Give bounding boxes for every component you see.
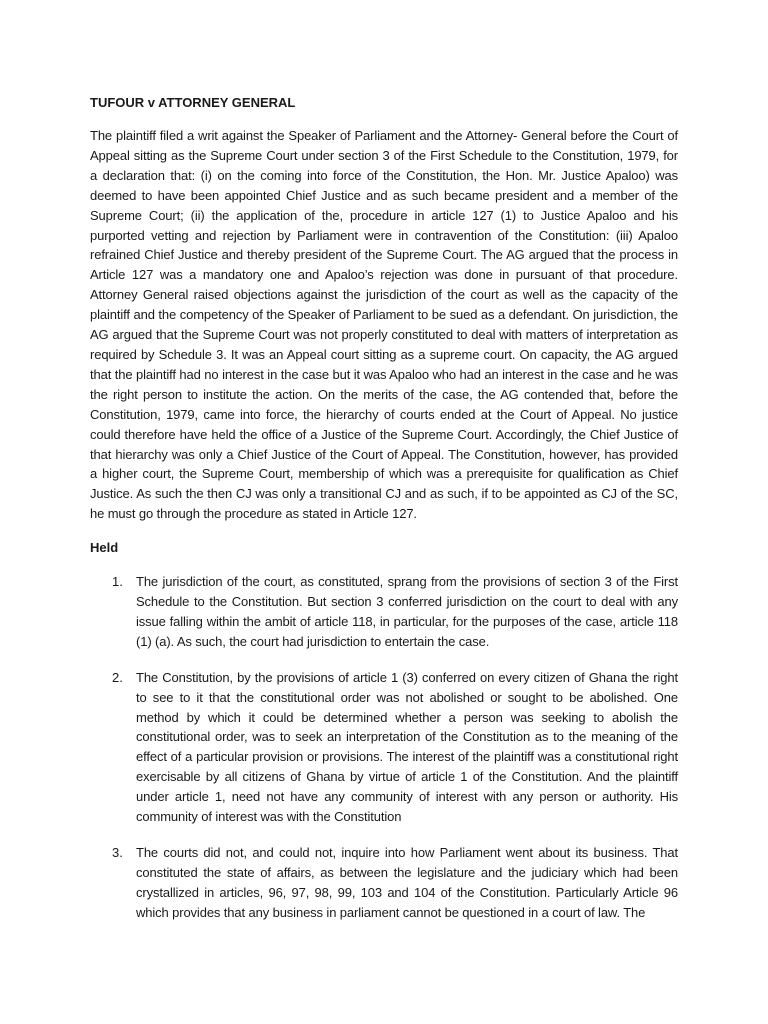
held-item-text: The courts did not, and could not, inquire into how Parliament went about its business. That constituted the state of affairs, as between the legislature and the judiciary which had been crystallized in articles, 96, 97, 98, 99, 103 and 104 of the Constitution. Particularly Article 96 which provides that any business in parliament cannot be questioned in a court of law. The (136, 845, 678, 920)
held-item-text: The jurisdiction of the court, as constituted, sprang from the provisions of section 3 of the First Schedule to the Constitution. But section 3 conferred jurisdiction on the court to deal with any issue falling within the ambit of article 118, in particular, for the purposes of the case, article 118 (1) (a). As such, the court had jurisdiction to entertain the case. (136, 574, 678, 649)
held-item-number: 3. (112, 845, 123, 860)
held-item (90, 843, 678, 923)
case-summary-paragraph: The plaintiff filed a writ against the Speaker of Parliament and the Attorney- General before the Court of Appeal sitting as the Supreme Court under section 3 of the First Schedule to the Constitution, 1979, for a declaration that: (i) on the coming into force of the Constitution, the Hon. Mr. Justice Apaloo) was deemed to have been appointed Chief Justice and as such became president and a member of the Supreme Court; (ii) the application of the, procedure in article 127 (1) to Justice Apaloo and his purported vetting and rejection by Parliament were in contravention of the Constitution: (iii) Apaloo refrained Chief Justice and thereby president of the Supreme Court. The AG argued that the process in Article 127 was a mandatory one and Apaloo’s rejection was done in pursuant of that procedure. Attorney General raised objections against the jurisdiction of the court as well as the capacity of the plaintiff and the competency of the Speaker of Parliament to be sued as a defendant. On jurisdiction, the AG argued that the Supreme Court was not properly constituted to deal with matters of interpretation as required by Schedule 3. It was an Appeal court sitting as a supreme court. On capacity, the AG argued that the plaintiff had no interest in the case but it was Apaloo who had an interest in the case and he was the right person to institute the action. On the merits of the case, the AG contended that, before the Constitution, 1979, came into force, the hierarchy of courts ended at the Court of Appeal. No justice could therefore have held the office of a Justice of the Supreme Court. Accordingly, the Chief Justice of that hierarchy was only a Chief Justice of the Court of Appeal. The Constitution, however, has provided a higher court, the Supreme Court, membership of which was a prerequisite for qualification as Chief Justice. As such the then CJ was only a transitional CJ and as such, if to be appointed as CJ of the SC, he must go through the procedure as stated in Article 127. (90, 128, 678, 522)
held-item (90, 572, 678, 652)
held-item-number: 1. (112, 574, 123, 590)
held-item (90, 668, 678, 827)
document-title: TUFOUR v ATTORNEY GENERAL (90, 95, 296, 110)
document-page (90, 93, 678, 939)
held-heading: Held (90, 540, 119, 556)
held-item-number: 2. (112, 669, 123, 685)
held-list (90, 572, 678, 923)
held-item-text: The Constitution, by the provisions of article 1 (3) conferred on every citizen of Ghana the right to see to it that the constitutional order was not abolished or sought to be abolished. One method by which it could be determined whether a person was seeking to abolish the constitutional order, was to seek an interpretation of the Constitution as to the meaning of the effect of a particular provision or provisions. The interest of the plaintiff was a constitutional right exercisable by all citizens of Ghana by virtue of article 1 of the Constitution. And the plaintiff under article 1, need not have any community of interest with any person or authority. His community of interest was with the Constitution (136, 669, 678, 825)
